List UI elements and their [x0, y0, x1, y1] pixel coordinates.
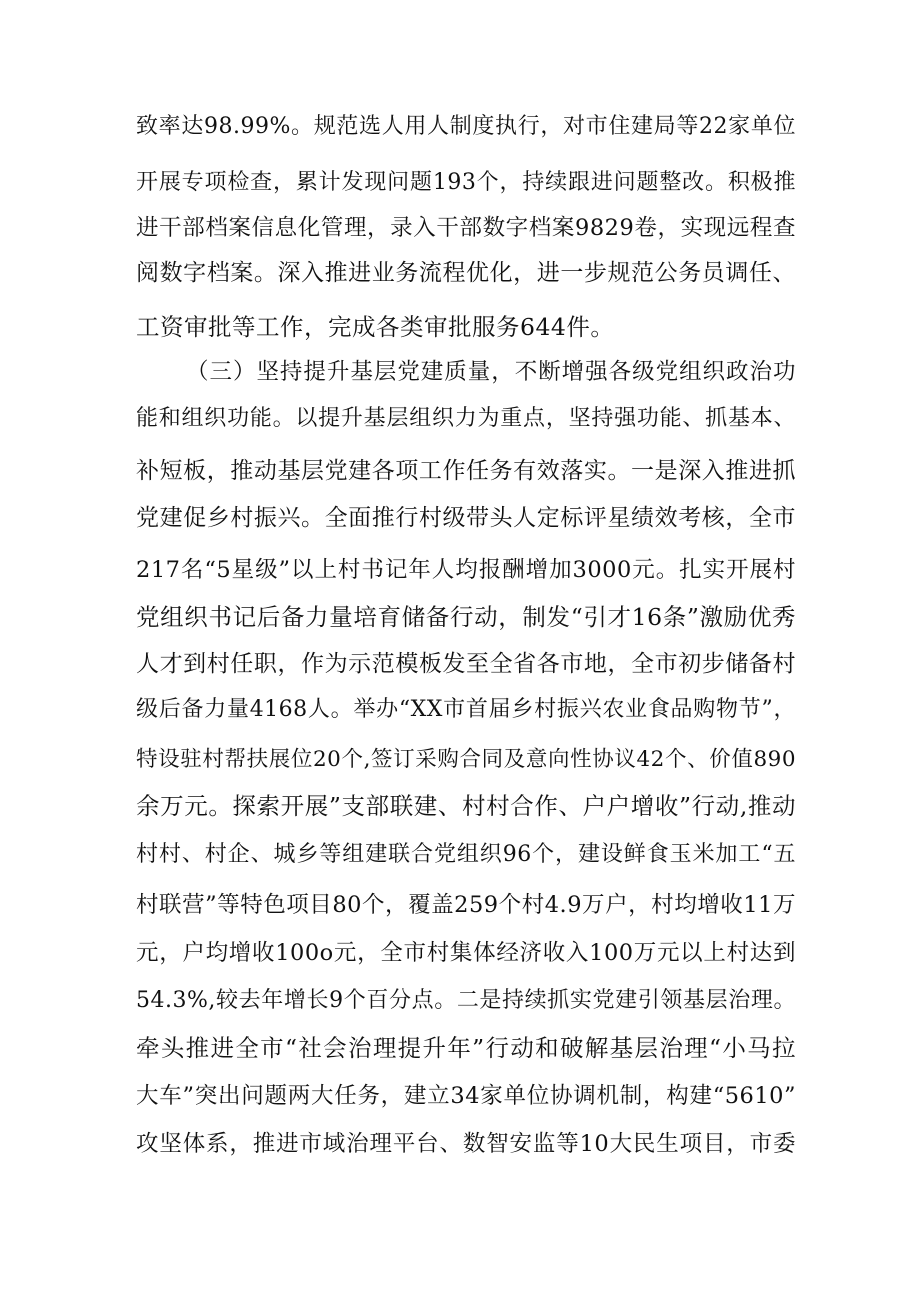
text-line: 党建促乡村振兴。全面推行村级带头人定标评星绩效考核，全市 — [136, 505, 796, 531]
text-line: 特设驻村帮扶展位20个,签订采购合同及意向性协议42个、价值890 — [136, 747, 796, 772]
text-line: 能和组织功能。以提升基层组织力为重点，坚持强功能、抓基本、 — [136, 406, 796, 431]
text-line: 级后备力量4168人。举办“XX市首届乡村振兴农业食品购物节”， — [136, 697, 796, 722]
paragraph-heading-line: （三）坚持提升基层党建质量，不断增强各级党组织政治功 — [186, 359, 796, 385]
text-line: 阅数字档案。深入推进业务流程优化，进一步规范公务员调任、 — [136, 260, 796, 286]
text-line: 攻坚体系，推进市域治理平台、数智安监等10大民生项目，市委 — [136, 1131, 796, 1157]
text-line: 党组织书记后备力量培育储备行动，制发“引才16条”激励优秀 — [136, 603, 796, 631]
text-line: 大车”突出问题两大任务，建立34家单位协调机制，构建“5610” — [136, 1083, 796, 1109]
text-line: 元，户均增收100o元，全市村集体经济收入100万元以上村达到 — [136, 940, 796, 966]
text-line: 致率达98.99%。规范选人用人制度执行，对市住建局等22家单位 — [136, 114, 796, 139]
text-line: 人才到村任职，作为示范模板发至全省各市地，全市初步储备村 — [136, 651, 796, 677]
text-line: 牵头推进全市“社会治理提升年”行动和破解基层治理“小马拉 — [136, 1034, 796, 1062]
text-line: 54.3%,较去年增长9个百分点。二是持续抓实党建引领基层治理。 — [136, 988, 796, 1013]
text-line: 进干部档案信息化管理，录入干部数字档案9829卷，实现远程查 — [136, 215, 796, 241]
text-line: 余万元。探索开展”支部联建、村村合作、户户增收”行动,推动 — [136, 792, 796, 820]
text-line: 开展专项检查，累计发现问题193个，持续跟进问题整改。积极推 — [136, 170, 796, 195]
text-line: 补短板，推动基层党建各项工作任务有效落实。一是深入推进抓 — [136, 458, 796, 484]
text-line: 村村、村企、城乡等组建联合党组织96个，建设鲜食玉米加工“五 — [136, 842, 796, 867]
text-line: 工资审批等工作，完成各类审批服务644件。 — [136, 313, 615, 341]
text-line: 村联营”等特色项目80个，覆盖259个村4.9万户，村均增收11万 — [136, 892, 796, 918]
text-line: 217名“5星级”以上村书记年人均报酬增加3000元。扎实开展村 — [136, 557, 796, 583]
